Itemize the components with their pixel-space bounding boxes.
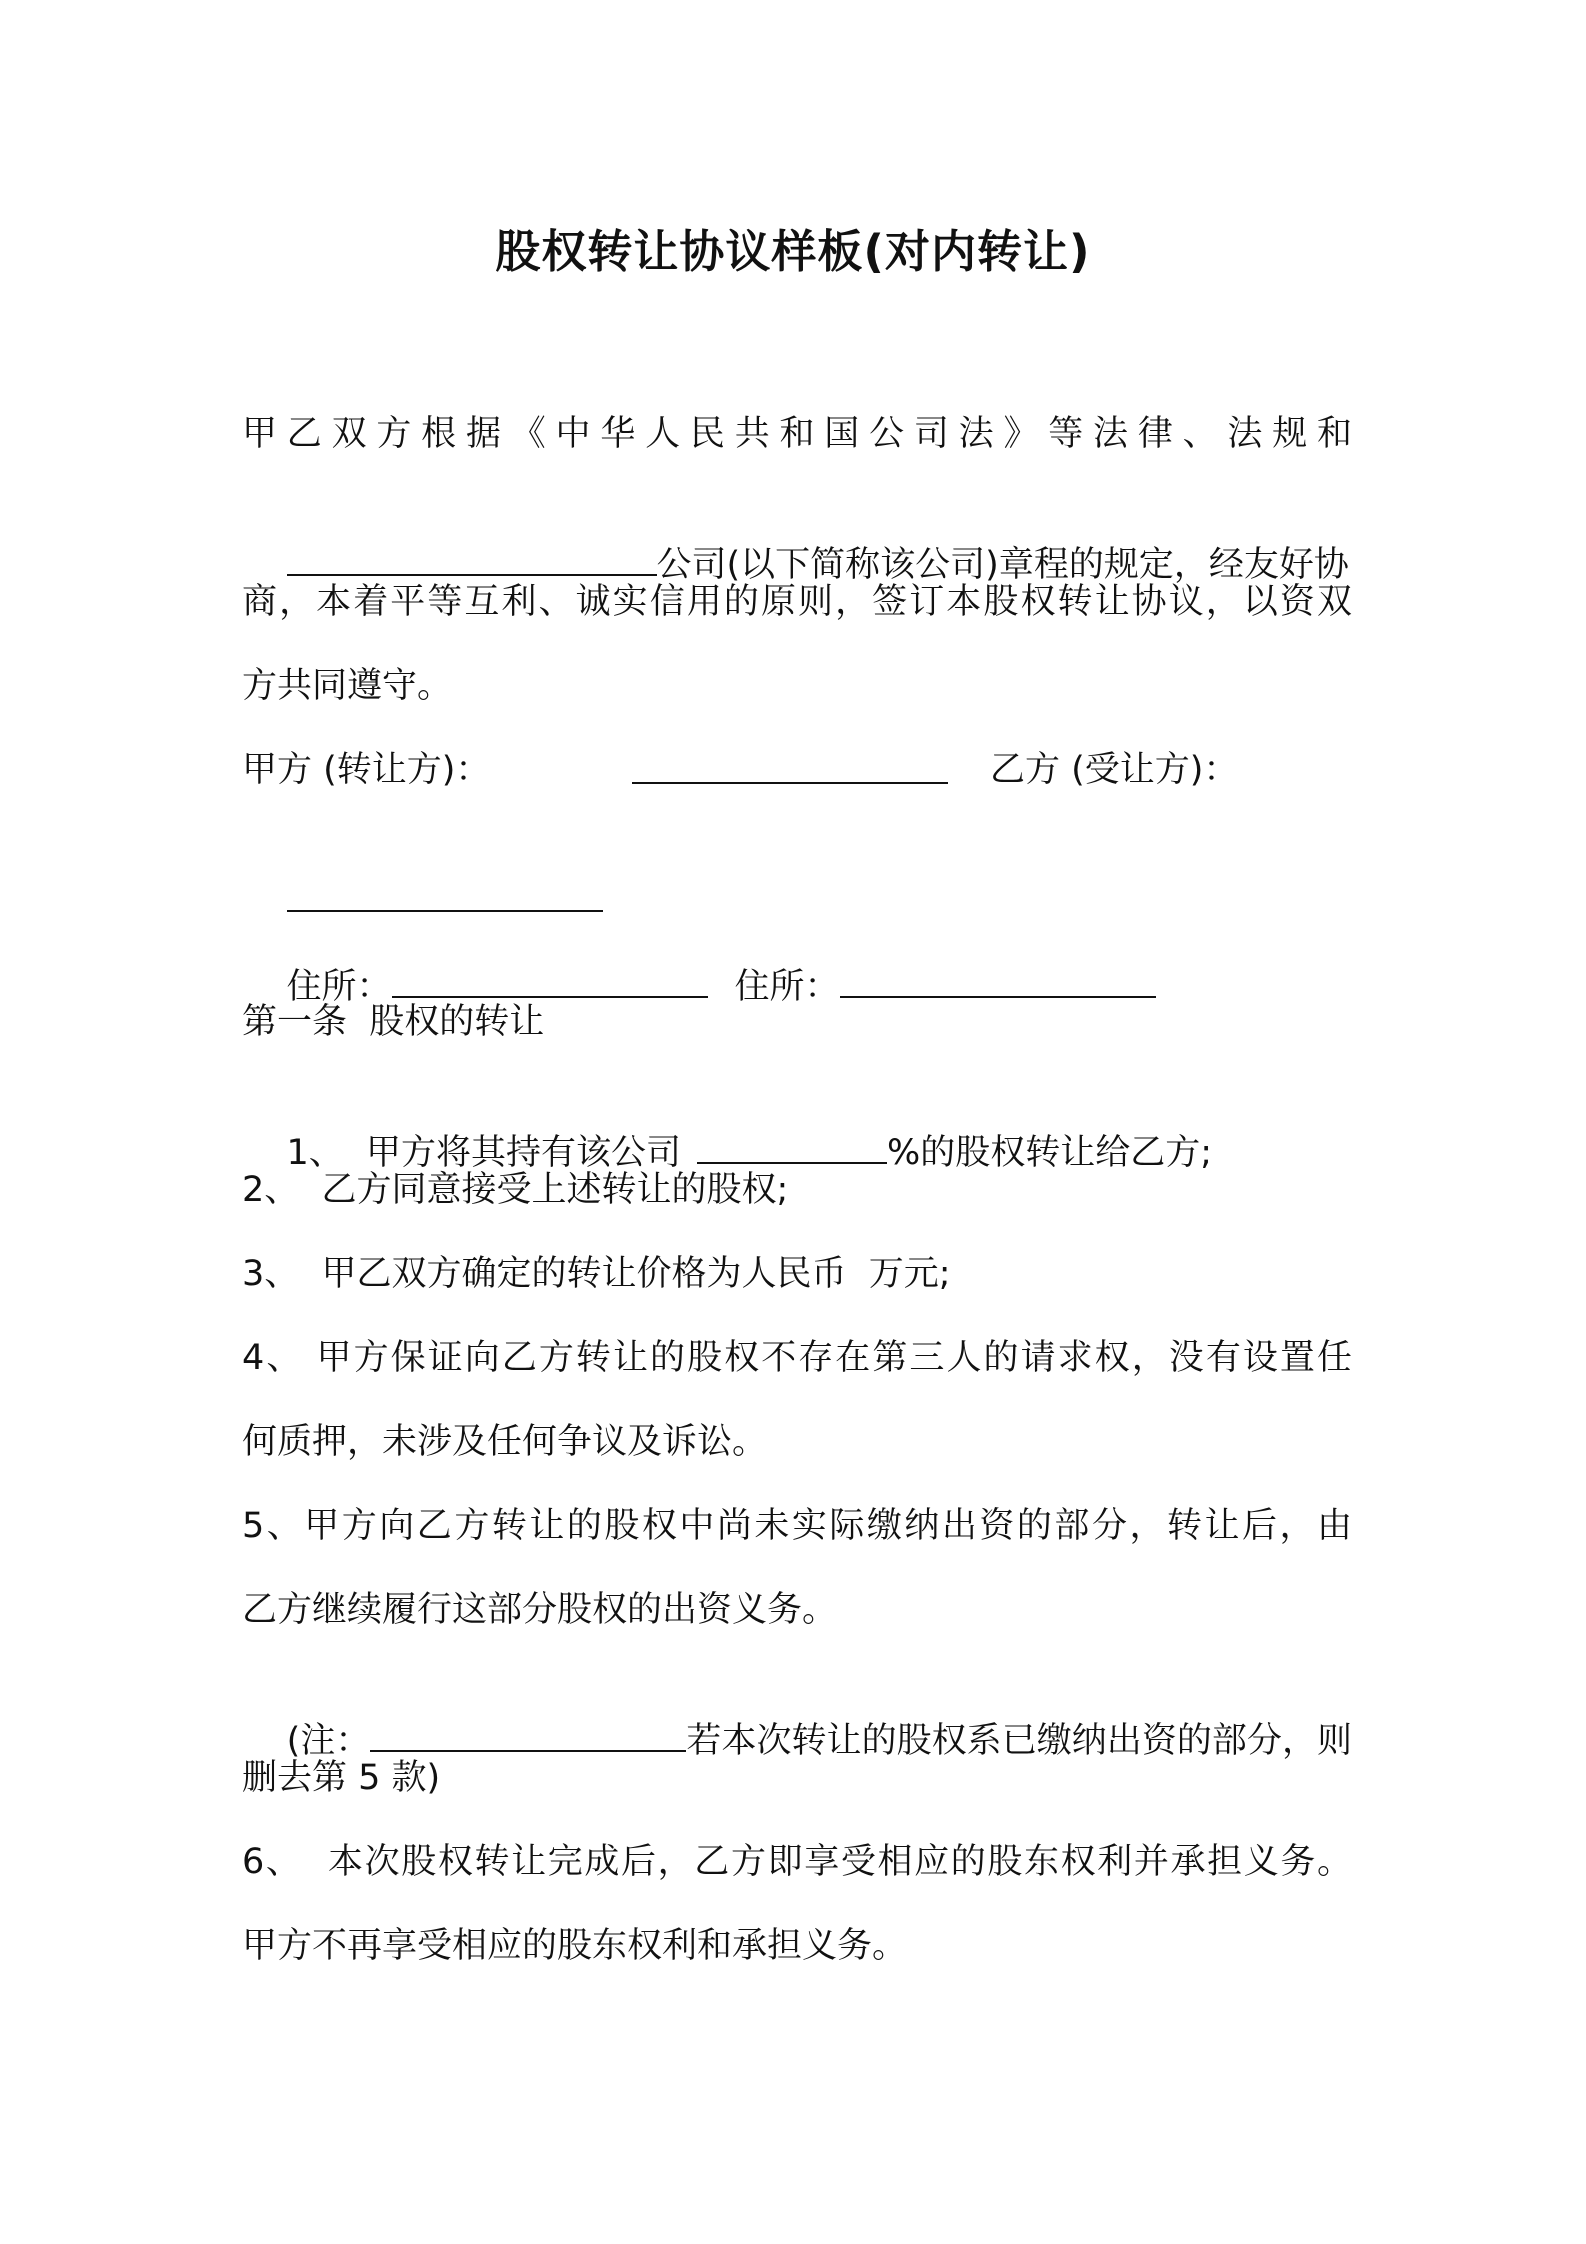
address-a-blank[interactable] [392,962,708,998]
article-1-item-2: 2、 乙方同意接受上述转让的股权; [242,1170,789,1210]
article-1-item-6-line-1: 6、 本次股权转让完成后，乙方即享受相应的股东权利并承担义务。 [242,1842,1352,1882]
item-1-prefix: 1、 甲方将其持有该公司 [286,1133,682,1173]
intro-line-2-text: 公司(以下简称该公司)章程的规定，经友好协 [656,545,1349,585]
article-1-item-6-line-2: 甲方不再享受相应的股东权利和承担义务。 [242,1926,908,1966]
article-1-item-5-line-1: 5、甲方向乙方转让的股权中尚未实际缴纳出资的部分，转让后，由 [242,1506,1352,1546]
note-blank[interactable] [370,1716,686,1752]
address-b-blank[interactable] [840,962,1156,998]
note-suffix: 若本次转让的股权系已缴纳出资的部分，则 [686,1721,1352,1761]
address-a-label: 住所： [286,967,392,1007]
note-prefix: (注： [286,1721,371,1761]
article-1-item-5-line-2: 乙方继续履行这部分股权的出资义务。 [242,1590,838,1630]
party-b-blank[interactable] [287,876,603,912]
intro-line-1: 甲乙双方根据《中华人民共和国公司法》等法律、法规和 [242,414,1352,454]
article-1-heading: 第一条 股权的转让 [242,1002,545,1042]
party-a-blank[interactable] [632,748,948,784]
note-line-2: 删去第 5 款) [242,1758,441,1798]
intro-line-3: 商，本着平等互利、诚实信用的原则，签订本股权转让协议，以资双 [242,582,1352,622]
document-title: 股权转让协议样板(对内转让) [495,225,1091,278]
party-a-label: 甲方 (转让方)： [242,750,491,790]
company-name-blank[interactable] [287,540,657,576]
party-b-label: 乙方 (受让方)： [990,750,1239,790]
address-b [690,918,1156,1053]
item-1-suffix: %的股权转让给乙方; [887,1133,1213,1173]
article-1-item-3: 3、 甲乙双方确定的转让价格为人民币 万元; [242,1254,951,1294]
intro-line-4: 方共同遵守。 [242,666,453,706]
share-percent-blank[interactable] [697,1128,887,1164]
article-1-item-4-line-2: 何质押，未涉及任何争议及诉讼。 [242,1422,768,1462]
address-b-label: 住所： [734,967,840,1007]
article-1-item-4-line-1: 4、 甲方保证向乙方转让的股权不存在第三人的请求权，没有设置任 [242,1338,1352,1378]
